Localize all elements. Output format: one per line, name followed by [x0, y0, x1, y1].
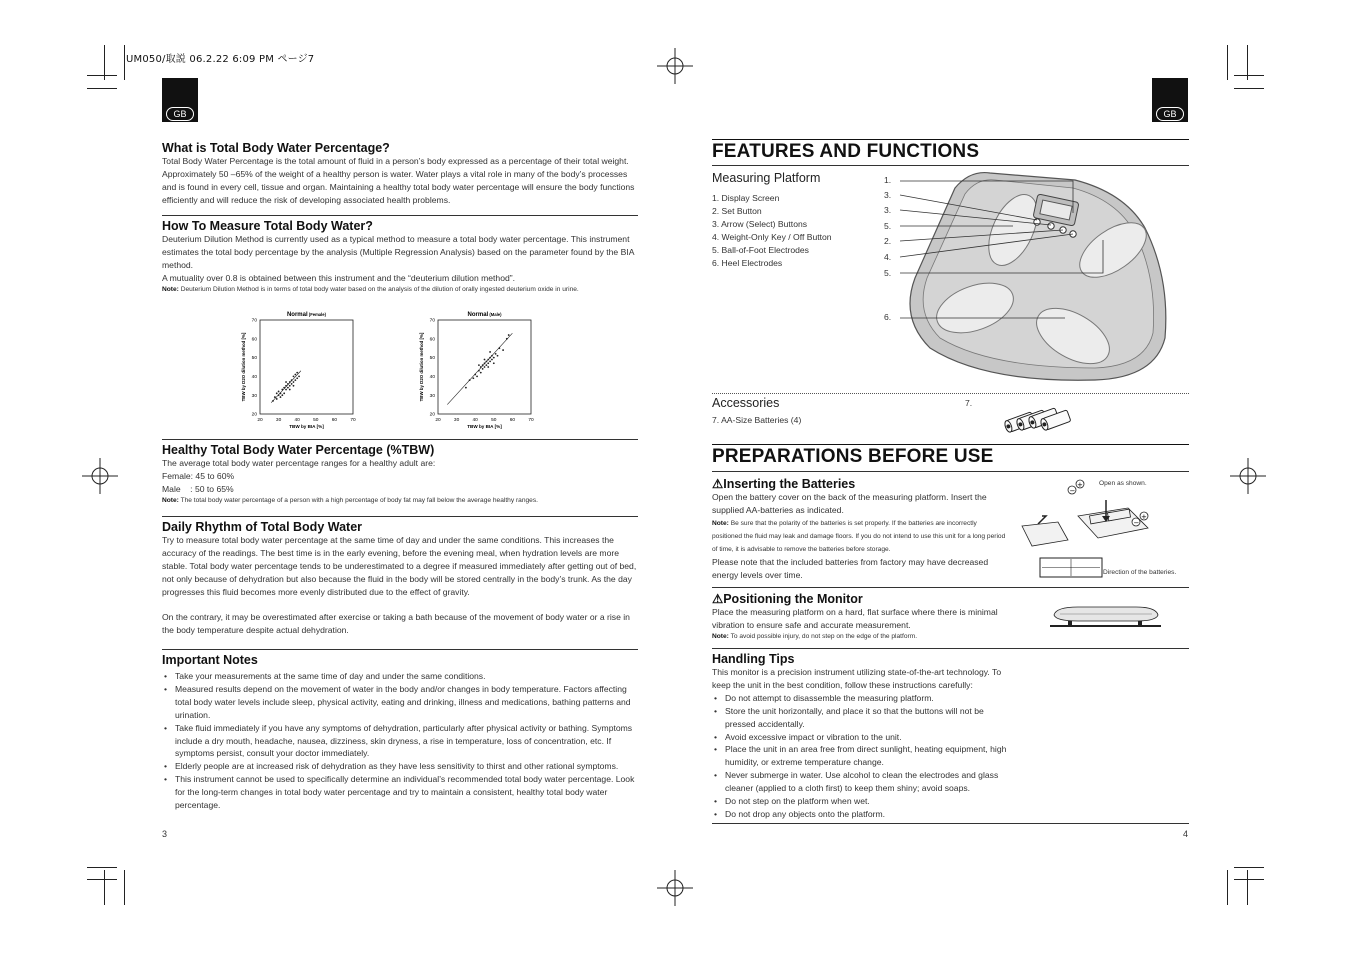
crop-mark — [87, 879, 117, 880]
crop-mark — [1227, 870, 1228, 905]
data-point — [278, 391, 280, 393]
data-point — [276, 392, 278, 394]
data-point — [480, 372, 482, 374]
crop-mark — [104, 870, 105, 905]
note-label: Note: — [712, 632, 729, 640]
list-item: • Store the unit horizontally, and place it so that the buttons will not be pressed accidentally. — [712, 705, 1012, 731]
scale-illustration — [895, 168, 1170, 388]
chart-title: Normal (Female) — [286, 312, 327, 318]
section-heading-text: Inserting the Batteries — [723, 477, 856, 491]
data-point — [276, 398, 278, 400]
dotted-divider — [712, 393, 1189, 394]
list-item: 4. Weight-Only Key / Off Button — [712, 232, 832, 242]
data-point — [289, 381, 291, 383]
section-body: Try to measure total body water percentage at the same time of day and under the same conditions. This increases the accuracy of the readings. The best time is in the early evening, before the evening meal, when hydration levels are more stable. Total body water percentage tends to be underestimated to a degree if measured immediately after getting out of bed, not only because of dehydration but also because the fluid in the body will be stored centrally in the body’s trunk. As the day progresses this fluid becomes more evenly distributed due to the effect of gravity. — [162, 535, 637, 597]
data-point — [478, 364, 480, 366]
y-tick-label: 60 — [429, 337, 435, 343]
callout-label: 3. — [884, 190, 892, 200]
crop-mark — [1247, 45, 1248, 80]
data-point — [485, 364, 487, 366]
male-range: Male : 50 to 65% — [162, 483, 234, 494]
section-body: Open the battery cover on the back of the measuring platform. Insert the supplied AA-batteries as indicated. — [712, 492, 987, 515]
data-point — [296, 372, 298, 374]
data-point — [487, 359, 489, 361]
note-text: To avoid possible injury, do not step on the edge of the platform. — [728, 632, 918, 640]
crop-mark — [124, 45, 125, 80]
registration-mark-icon — [657, 870, 693, 906]
section-heading: How To Measure Total Body Water? — [162, 219, 373, 233]
registration-mark-icon — [82, 458, 118, 494]
callout-label: 4. — [884, 252, 892, 262]
data-point — [489, 360, 491, 362]
x-tick-label: 70 — [350, 418, 356, 423]
section-important-notes — [162, 653, 640, 812]
warning-icon: ⚠ — [712, 477, 724, 491]
note — [162, 285, 640, 295]
list-item: • Do not attempt to disassemble the measuring platform. — [712, 692, 1012, 705]
scatter-chart-male — [414, 308, 544, 436]
data-point — [289, 385, 291, 387]
data-point — [289, 389, 291, 391]
data-point — [291, 383, 293, 385]
crop-mark — [1247, 870, 1248, 905]
list-item: • Elderly people are at increased risk of dehydration as they have less sensitivity to thirst and other rational symptoms. — [162, 760, 640, 773]
data-point — [478, 370, 480, 372]
x-tick-label: 50 — [491, 418, 497, 423]
data-point — [287, 387, 289, 389]
data-point — [472, 377, 474, 379]
section-how-to-measure — [162, 219, 640, 295]
data-point — [285, 385, 287, 387]
section-heading — [712, 476, 1008, 491]
list-item: • Avoid excessive impact or vibration to the unit. — [712, 731, 1012, 744]
diagram-caption-open: Open as shown. — [1099, 480, 1147, 487]
crop-mark — [87, 88, 117, 89]
data-point — [294, 379, 296, 381]
data-point — [272, 400, 274, 402]
data-point — [293, 376, 295, 378]
chart-title: Normal (Male) — [467, 312, 502, 318]
data-point — [287, 383, 289, 385]
note-label: Note: — [162, 285, 179, 293]
page-title-preparations: PREPARATIONS BEFORE USE — [712, 446, 994, 467]
y-tick-label: 50 — [251, 356, 257, 362]
section-divider — [712, 648, 1189, 649]
data-point — [283, 387, 285, 389]
section-divider — [712, 139, 1189, 140]
list-item: • Take fluid immediately if you have any symptoms of dehydration, particularly after physical activity or bathing. Symptoms include a dry mouth, headache, nausea, dizziness, skin dryness, a rise in temperature, loss of concentration, etc. If symptoms persist, consult your doctor immediately. — [162, 722, 640, 761]
data-point — [285, 389, 287, 391]
x-tick-label: 20 — [435, 418, 441, 423]
data-point — [498, 347, 500, 349]
page-title-features: FEATURES AND FUNCTIONS — [712, 141, 980, 162]
section-divider — [162, 215, 638, 216]
section-divider — [162, 649, 638, 650]
list-item: • Do not step on the platform when wet. — [712, 795, 1012, 808]
section-divider — [712, 471, 1189, 472]
language-badge — [1152, 78, 1188, 122]
y-tick-label: 30 — [429, 393, 435, 399]
batteries-icon — [1000, 398, 1080, 438]
x-tick-label: 60 — [331, 418, 338, 423]
battery-insertion-diagram — [1018, 478, 1158, 578]
section-body: The average total body water percentage ranges for a healthy adult are: — [162, 458, 436, 468]
accessories-heading: Accessories — [712, 396, 780, 410]
language-badge — [162, 78, 198, 122]
list-item: 2. Set Button — [712, 206, 762, 216]
page-number: 4 — [1183, 829, 1189, 839]
crop-mark — [124, 870, 125, 905]
section-heading-text: Positioning the Monitor — [723, 592, 863, 606]
female-range: Female: 45 to 60% — [162, 470, 235, 481]
callout-label: 3. — [884, 205, 892, 215]
note — [712, 632, 1012, 642]
crop-mark — [1234, 88, 1264, 89]
x-tick-label: 30 — [453, 418, 460, 423]
data-point — [291, 379, 293, 381]
section-body: Place the measuring platform on a hard, flat surface where there is minimal vibration to ensure safe and accurate measurement. — [712, 607, 998, 630]
x-tick-label: 30 — [275, 418, 282, 423]
note-text: The total body water percentage of a person with a high percentage of body fat may fall below the average healthy ranges. — [178, 496, 538, 504]
data-point — [480, 366, 482, 368]
list-item: • Place the unit in an area free from direct sunlight, heating equipment, high humidity, or extreme temperature change. — [712, 743, 1012, 769]
platform-parts-list — [712, 192, 882, 270]
x-tick-label: 40 — [472, 418, 478, 423]
crop-mark — [104, 45, 105, 80]
section-divider — [712, 587, 1189, 588]
note-label: Note: — [712, 519, 729, 527]
chart-subtitle: (Female) — [307, 312, 327, 317]
data-point — [280, 392, 282, 394]
data-point — [489, 357, 491, 359]
section-divider — [712, 165, 1189, 166]
data-point — [296, 377, 298, 379]
section-positioning — [712, 591, 1012, 642]
y-tick-label: 30 — [251, 393, 257, 399]
diagram-caption-direction: Direction of the batteries. — [1103, 569, 1177, 576]
warning-icon: ⚠ — [712, 592, 724, 606]
scatter-chart-female — [236, 308, 366, 436]
svg-text:+: + — [1141, 513, 1147, 521]
section-divider — [712, 444, 1189, 445]
data-point — [489, 351, 491, 353]
section-heading: Important Notes — [162, 653, 258, 667]
crop-mark — [87, 75, 117, 76]
section-body: This monitor is a precision instrument utilizing state-of-the-art technology. To keep the unit in the best condition, follow these instructions carefully: — [712, 667, 1002, 690]
section-body-2: Please note that the included batteries from factory may have decreased energy levels over time. — [712, 556, 989, 580]
y-axis-label: TBW by D2O dilution method [%] — [419, 332, 424, 402]
platform-heading: Measuring Platform — [712, 171, 821, 185]
note-text: Be sure that the polarity of the batteries is set properly. If the batteries are incorrectly positioned the fluid may leak and damage floors. If you do not intend to use this unit for a long period of time, it is advisable to remove the batteries before storage. — [712, 519, 1006, 553]
data-point — [281, 394, 283, 396]
registration-mark-icon — [657, 48, 693, 84]
data-point — [298, 376, 300, 378]
section-body-2: On the contrary, it may be overestimated after exercise or taking a bath because of the movement of body water or a rise in the body temperature despite actual dehydration. — [162, 612, 630, 636]
data-point — [497, 355, 499, 357]
accessories-item: 7. AA-Size Batteries (4) — [712, 415, 802, 425]
section-what-is-tbw — [162, 141, 640, 207]
language-badge-label: GB — [1156, 107, 1184, 121]
note-text: Deuterium Dilution Method is in terms of total body water based on the analysis of the dilution of orally ingested deuterium oxide in urine. — [178, 285, 579, 293]
section-heading: Daily Rhythm of Total Body Water — [162, 520, 363, 534]
section-divider — [712, 823, 1189, 824]
data-point — [278, 394, 280, 396]
y-tick-label: 40 — [429, 375, 435, 380]
data-point — [495, 353, 497, 355]
print-slug: UM050/取説 06.2.22 6:09 PM ページ7 — [126, 54, 315, 65]
data-point — [280, 396, 282, 398]
data-point — [469, 379, 471, 381]
data-point — [484, 366, 486, 368]
data-point — [274, 396, 276, 398]
note-label: Note: — [162, 496, 179, 504]
data-point — [506, 338, 508, 340]
list-item: 5. Ball-of-Foot Electrodes — [712, 245, 809, 255]
data-point — [294, 374, 296, 376]
list-item: • This instrument cannot be used to specifically determine an individual’s recommended total body water percentage. Look for the long-term changes in total body water percentage and try to maintain a consistent, healthy total body water percentage. — [162, 773, 640, 812]
data-point — [491, 359, 493, 361]
data-point — [485, 360, 487, 362]
data-point — [281, 389, 283, 391]
data-point — [474, 374, 476, 376]
list-item: • Do not drop any objects onto the platform. — [712, 808, 1012, 821]
y-tick-label: 60 — [251, 337, 257, 343]
data-point — [293, 385, 295, 387]
data-point — [285, 381, 287, 383]
section-heading: What is Total Body Water Percentage? — [162, 141, 390, 155]
x-tick-label: 60 — [509, 418, 516, 423]
x-tick-label: 50 — [313, 418, 319, 423]
registration-mark-icon — [1230, 458, 1266, 494]
section-heading: Handling Tips — [712, 652, 795, 666]
section-body: Deuterium Dilution Method is currently used as a typical method to measure a total body water percentage. This instrument estimates the total body percentage by the analysis (Multiple Regression Analysis) based on the parameter found by the BIA method. — [162, 234, 634, 270]
list-item: • Take your measurements at the same time of day and under the same conditions. — [162, 670, 640, 683]
callout-label: 5. — [884, 221, 892, 231]
data-point — [484, 362, 486, 364]
section-inserting-batteries — [712, 476, 1008, 582]
y-tick-label: 70 — [251, 318, 257, 324]
data-point — [491, 355, 493, 357]
section-heading: Healthy Total Body Water Percentage (%TBW) — [162, 443, 435, 457]
list-item: • Never submerge in water. Use alcohol to clean the electrodes and glass cleaner (applied to a cloth first) to keep them shiny; avoid soaps. — [712, 769, 1012, 795]
tips-list — [712, 692, 1012, 821]
scale-side-view-illustration — [1048, 605, 1163, 630]
crop-mark — [1234, 75, 1264, 76]
x-tick-label: 20 — [257, 418, 263, 423]
svg-text:−: − — [1069, 487, 1076, 495]
data-point — [508, 334, 510, 336]
y-tick-label: 50 — [429, 356, 435, 362]
section-heading — [712, 591, 1012, 606]
y-axis-label: TBW by D2O dilution method [%] — [241, 332, 246, 402]
data-point — [484, 359, 486, 361]
data-point — [482, 368, 484, 370]
x-tick-label: 40 — [294, 418, 300, 423]
svg-text:+: + — [1077, 481, 1083, 489]
data-point — [487, 362, 489, 364]
chart-subtitle: (Male) — [488, 312, 502, 317]
data-point — [476, 376, 478, 378]
data-point — [293, 381, 295, 383]
callout-label: 5. — [884, 268, 892, 278]
y-tick-label: 70 — [429, 318, 435, 324]
callout-label: 7. — [965, 398, 973, 408]
section-daily-rhythm — [162, 520, 640, 637]
callout-label: 6. — [884, 312, 892, 322]
data-point — [283, 392, 285, 394]
y-tick-label: 20 — [251, 412, 257, 418]
callout-label: 1. — [884, 175, 892, 185]
page-number: 3 — [162, 829, 168, 839]
section-handling-tips — [712, 652, 1012, 821]
svg-text:−: − — [1133, 519, 1140, 527]
note — [712, 517, 1008, 556]
callout-label: 2. — [884, 236, 892, 246]
crop-mark — [1234, 879, 1264, 880]
y-tick-label: 40 — [251, 375, 257, 380]
crop-mark — [1227, 45, 1228, 80]
note — [162, 496, 640, 506]
crop-mark — [1234, 867, 1264, 868]
x-tick-label: 70 — [528, 418, 534, 423]
list-item: • Measured results depend on the movement of water in the body and/or changes in body temperature. Factors affecting total body water levels include sleep, physical activity, eating and drinking, illness and medications, bathing patterns and urination. — [162, 683, 640, 722]
list-item: 1. Display Screen — [712, 193, 780, 203]
data-point — [493, 362, 495, 364]
data-point — [502, 349, 504, 351]
y-tick-label: 20 — [429, 412, 435, 418]
data-point — [482, 364, 484, 366]
section-divider — [162, 516, 638, 517]
section-divider — [162, 439, 638, 440]
list-item: 3. Arrow (Select) Buttons — [712, 219, 808, 229]
section-body: Total Body Water Percentage is the total amount of fluid in a person’s body expressed as a percentage of their total weight. Approximately 50 –65% of the weight of a healthy person is water. Water plays a vital role in many of the body’s processes and is found in every cell, tissue and organ. Maintaining a healthy total body water percentage will ensure the body functions efficiently and will reduce the risk of developing associated health problems. — [162, 156, 635, 205]
data-point — [465, 387, 467, 389]
list-item: 6. Heel Electrodes — [712, 258, 783, 268]
notes-list — [162, 670, 640, 812]
language-badge-label: GB — [166, 107, 194, 121]
data-point — [487, 366, 489, 368]
data-point — [493, 357, 495, 359]
section-body-2: A mutuality over 0.8 is obtained between this instrument and the “deuterium dilution method”. — [162, 272, 516, 283]
x-axis-label: TBW by BIA [%] — [289, 424, 324, 429]
crop-mark — [87, 867, 117, 868]
x-axis-label: TBW by BIA [%] — [467, 424, 502, 429]
section-healthy-tbw — [162, 443, 640, 506]
